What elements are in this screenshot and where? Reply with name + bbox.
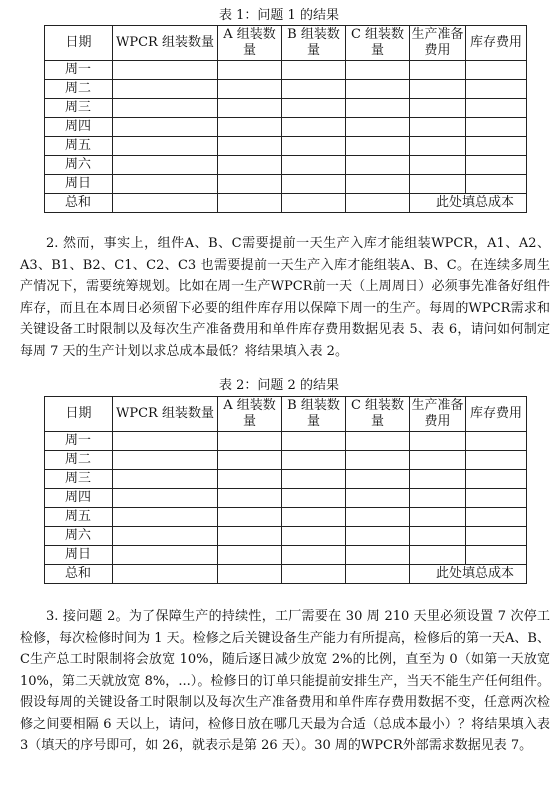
cell	[113, 137, 218, 156]
cell	[346, 489, 410, 508]
cell	[218, 470, 282, 489]
cell	[282, 118, 346, 137]
cell	[113, 175, 218, 194]
cell	[113, 546, 218, 565]
header-setup-cost: 生产准备费用	[410, 26, 466, 61]
cell	[410, 470, 466, 489]
cell	[282, 565, 346, 584]
cell	[282, 61, 346, 80]
cell	[218, 80, 282, 99]
header-b-qty: B 组装数量	[282, 26, 346, 61]
cell	[282, 546, 346, 565]
cell	[282, 175, 346, 194]
header-wpcr-qty: WPCR 组装数量	[113, 26, 218, 61]
day-label: 周一	[45, 61, 113, 80]
cell	[466, 118, 527, 137]
cell	[466, 80, 527, 99]
cell	[410, 432, 466, 451]
cell	[346, 565, 410, 584]
day-label: 周六	[45, 527, 113, 546]
cell	[113, 118, 218, 137]
header-b-qty: B 组装数量	[282, 397, 346, 432]
table-row	[45, 546, 527, 565]
results-table-2	[44, 396, 527, 584]
cell	[466, 489, 527, 508]
cell	[113, 470, 218, 489]
day-label: 周四	[45, 489, 113, 508]
cell	[410, 99, 466, 118]
cell	[113, 451, 218, 470]
total-cost-note: 此处填总成本	[410, 194, 527, 213]
cell	[113, 527, 218, 546]
cell	[466, 432, 527, 451]
header-wpcr-qty: WPCR 组装数量	[113, 397, 218, 432]
table-row	[45, 489, 527, 508]
cell	[410, 489, 466, 508]
header-date: 日期	[45, 26, 113, 61]
table-row	[45, 508, 527, 527]
cell	[282, 432, 346, 451]
total-label: 总和	[45, 565, 113, 584]
cell	[346, 99, 410, 118]
total-cost-note: 此处填总成本	[410, 565, 527, 584]
total-row	[45, 565, 527, 584]
cell	[410, 156, 466, 175]
cell	[113, 565, 218, 584]
cell	[113, 489, 218, 508]
cell	[466, 527, 527, 546]
day-label: 周日	[45, 175, 113, 194]
cell	[218, 489, 282, 508]
cell	[282, 451, 346, 470]
cell	[410, 80, 466, 99]
cell	[282, 99, 346, 118]
table-header-row	[45, 397, 527, 432]
cell	[466, 470, 527, 489]
cell	[346, 451, 410, 470]
header-setup-cost: 生产准备费用	[410, 397, 466, 432]
table-header-row	[45, 26, 527, 61]
cell	[282, 80, 346, 99]
header-date: 日期	[45, 397, 113, 432]
cell	[466, 61, 527, 80]
cell	[113, 61, 218, 80]
table-row	[45, 99, 527, 118]
cell	[346, 508, 410, 527]
header-inventory-cost: 库存费用	[466, 397, 527, 432]
table-row	[45, 451, 527, 470]
table-row	[45, 80, 527, 99]
problem-2-text: 2. 然而，事实上，组件A、B、C需要提前一天生产入库才能组装WPCR，A1、A2、A3、B1、B2、C1、C2、C3 也需要提前一天生产入库才能组装A、B、C。在连续多周生产情况下，需要统筹规划。比如在周一生产WPCR前一天（上周周日）必须事先准备好组件库存，而且在本周日必须留下必要的组件库存用以保障下周一的生产。每周的WPCR需求和关键设备工时限制以及每次生产准备费用和单件库存费用数据见表 5、表 6，请问如何制定每周 7 天的生产计划以求总成本最低？将结果填入表 2。	[20, 236, 550, 359]
cell	[346, 137, 410, 156]
table-row	[45, 527, 527, 546]
cell	[218, 175, 282, 194]
cell	[282, 194, 346, 213]
day-label: 周五	[45, 137, 113, 156]
cell	[346, 194, 410, 213]
table-row	[45, 137, 527, 156]
day-label: 周一	[45, 432, 113, 451]
results-table-1	[44, 25, 527, 213]
cell	[410, 527, 466, 546]
cell	[113, 156, 218, 175]
cell	[218, 451, 282, 470]
table2-caption: 表 2：问题 2 的结果	[219, 378, 339, 393]
cell	[218, 194, 282, 213]
cell	[113, 80, 218, 99]
cell	[113, 508, 218, 527]
day-label: 周日	[45, 546, 113, 565]
day-label: 周二	[45, 451, 113, 470]
cell	[466, 175, 527, 194]
total-label: 总和	[45, 194, 113, 213]
cell	[218, 99, 282, 118]
cell	[282, 508, 346, 527]
cell	[282, 470, 346, 489]
table-row	[45, 156, 527, 175]
cell	[346, 61, 410, 80]
cell	[410, 61, 466, 80]
header-c-qty: C 组装数量	[346, 26, 410, 61]
cell	[346, 432, 410, 451]
cell	[113, 432, 218, 451]
table-row	[45, 118, 527, 137]
header-a-qty: A 组装数量	[218, 397, 282, 432]
table-row	[45, 470, 527, 489]
day-label: 周六	[45, 156, 113, 175]
cell	[466, 451, 527, 470]
cell	[466, 156, 527, 175]
cell	[113, 194, 218, 213]
cell	[346, 156, 410, 175]
cell	[466, 137, 527, 156]
cell	[346, 118, 410, 137]
table-row	[45, 61, 527, 80]
cell	[410, 546, 466, 565]
cell	[466, 546, 527, 565]
cell	[218, 527, 282, 546]
cell	[282, 527, 346, 546]
cell	[218, 118, 282, 137]
cell	[218, 508, 282, 527]
day-label: 周四	[45, 118, 113, 137]
cell	[346, 470, 410, 489]
table-row	[45, 432, 527, 451]
day-label: 周三	[45, 470, 113, 489]
cell	[466, 508, 527, 527]
cell	[218, 546, 282, 565]
table-row	[45, 175, 527, 194]
cell	[218, 565, 282, 584]
cell	[346, 546, 410, 565]
day-label: 周二	[45, 80, 113, 99]
cell	[466, 99, 527, 118]
cell	[282, 156, 346, 175]
day-label: 周三	[45, 99, 113, 118]
table1-caption: 表 1：问题 1 的结果	[219, 8, 339, 23]
header-a-qty: A 组装数量	[218, 26, 282, 61]
cell	[218, 156, 282, 175]
cell	[282, 137, 346, 156]
total-row	[45, 194, 527, 213]
cell	[410, 508, 466, 527]
cell	[346, 80, 410, 99]
header-c-qty: C 组装数量	[346, 397, 410, 432]
problem-3-text: 3. 接问题 2。为了保障生产的持续性，工厂需要在 30 周 210 天里必须设置 7 次停工检修，每次检修时间为 1 天。检修之后关键设备生产能力有所提高，检修后的第一天A、B、C生产总工时限制将会放宽 10%，随后逐日减少放宽 2%的比例，直至为 0（如第一天放宽 10%，第二天就放宽 8%，...）。检修日的订单只能提前安排生产，当天不能生产任何组件。假设每周的关键设备工时限制以及每次生产准备费用和单件库存费用数据不变，任意两次检修之间要相隔 6 天以上，请问，检修日放在哪几天最为合适（总成本最小）？将结果填入表 3（填天的序号即可，如 26，就表示是第 26 天）。30 周的WPCR外部需求数据见表 7。	[20, 609, 550, 753]
cell	[410, 118, 466, 137]
cell	[282, 489, 346, 508]
cell	[346, 175, 410, 194]
cell	[410, 175, 466, 194]
cell	[410, 451, 466, 470]
cell	[218, 137, 282, 156]
cell	[218, 61, 282, 80]
cell	[113, 99, 218, 118]
cell	[218, 432, 282, 451]
header-inventory-cost: 库存费用	[466, 26, 527, 61]
cell	[346, 527, 410, 546]
cell	[410, 137, 466, 156]
day-label: 周五	[45, 508, 113, 527]
